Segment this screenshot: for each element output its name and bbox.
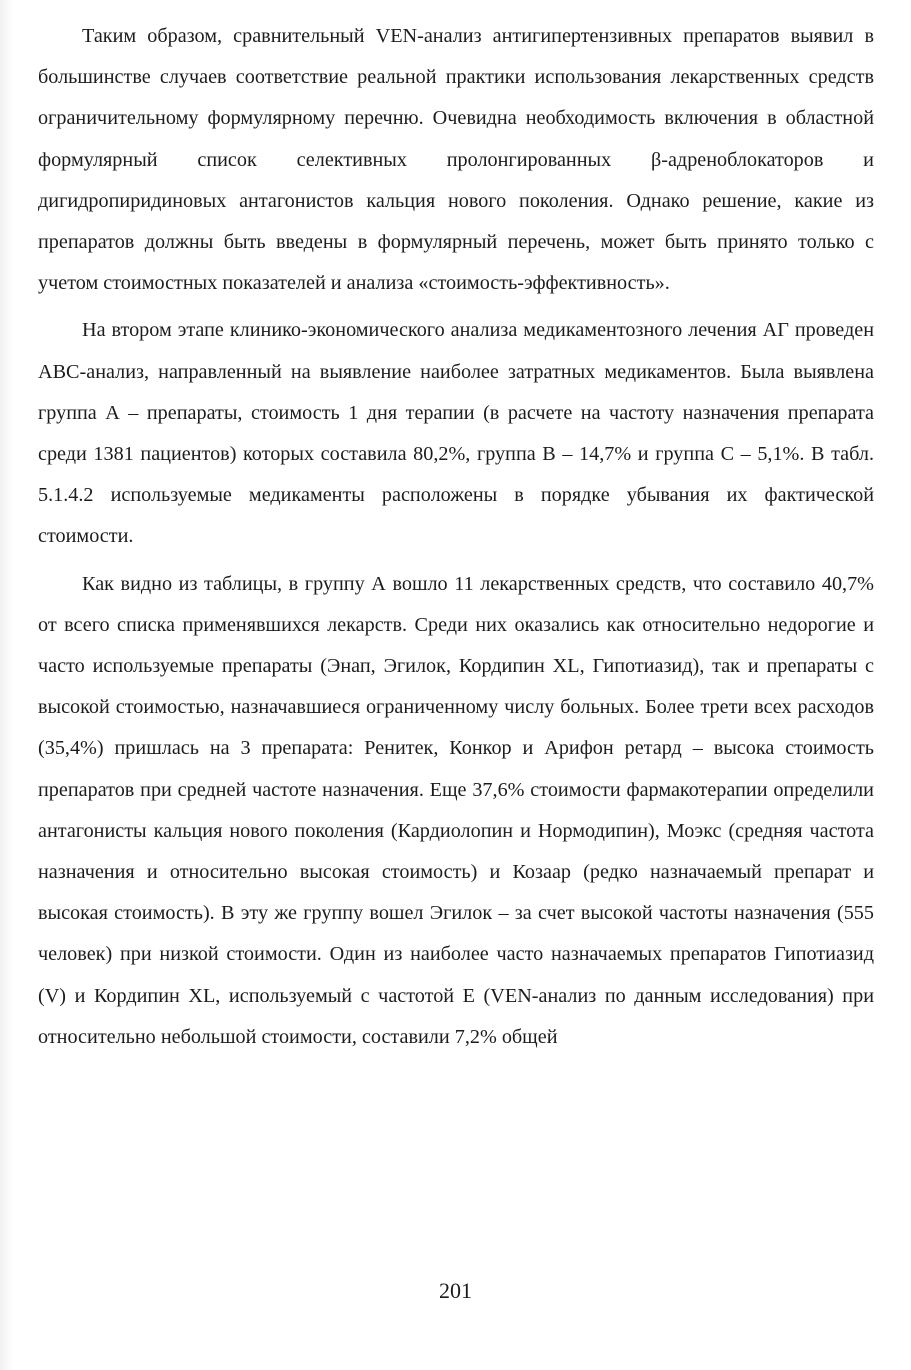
scan-shadow-edge	[0, 0, 14, 1370]
paragraph-group-a-analysis: Как видно из таблицы, в группу А вошло 11 лекарственных средств, что составило 40,7% от всего списка применявшихся лекарств. Среди них оказались как относительно недорогие и часто используемые препараты (Энап, Эгилок, Кордипин XL, Гипотиазид), так и препараты с высокой стоимостью, назначавшиеся ограниченному числу больных. Более трети всех расходов (35,4%) пришлась на 3 препарата: Ренитек, Конкор и Арифон ретард – высока стоимость препаратов при средней частоте назначения. Еще 37,6% стоимости фармакотерапии определили антагонисты кальция нового поколения (Кардиолопин и Нормодипин), Моэкс (средняя частота назначения и относительно высокая стоимость) и Козаар (редко назначаемый препарат и высокая стоимость). В эту же группу вошел Эгилок – за счет высокой частоты назначения (555 человек) при низкой стоимости. Один из наиболее часто назначаемых препаратов Гипотиазид (V) и Кордипин XL, используемый с частотой Е (VEN-анализ по данным исследования) при относительно небольшой стоимости, составили 7,2% общей	[38, 572, 874, 1048]
body-text	[38, 16, 874, 1064]
paragraph-abc-analysis: На втором этапе клинико-экономического анализа медикаментозного лечения АГ проведен АВС-анализ, направленный на выявление наиболее затратных медикаментов. Была выявлена группа А – препараты, стоимость 1 дня терапии (в расчете на частоту назначения препарата среди 1381 пациентов) которых составила 80,2%, группа В – 14,7% и группа С – 5,1%. В табл. 5.1.4.2 используемые медикаменты расположены в порядке убывания их фактической стоимости.	[38, 319, 874, 548]
page-number: 201	[439, 1278, 472, 1303]
paragraph-ven-conclusion: Таким образом, сравнительный VEN-анализ антигипертензивных препаратов выявил в большинстве случаев соответствие реальной практики использования лекарственных средств ограничительному формулярному перечню. Очевидна необходимость включения в областной формулярный список селективных пролонгированных β-адреноблокаторов и дигидропиридиновых антагонистов кальция нового поколения. Однако решение, какие из препаратов должны быть введены в формулярный перечень, может быть принято только с учетом стоимостных показателей и анализа «стоимость-эффективность».	[38, 25, 874, 295]
